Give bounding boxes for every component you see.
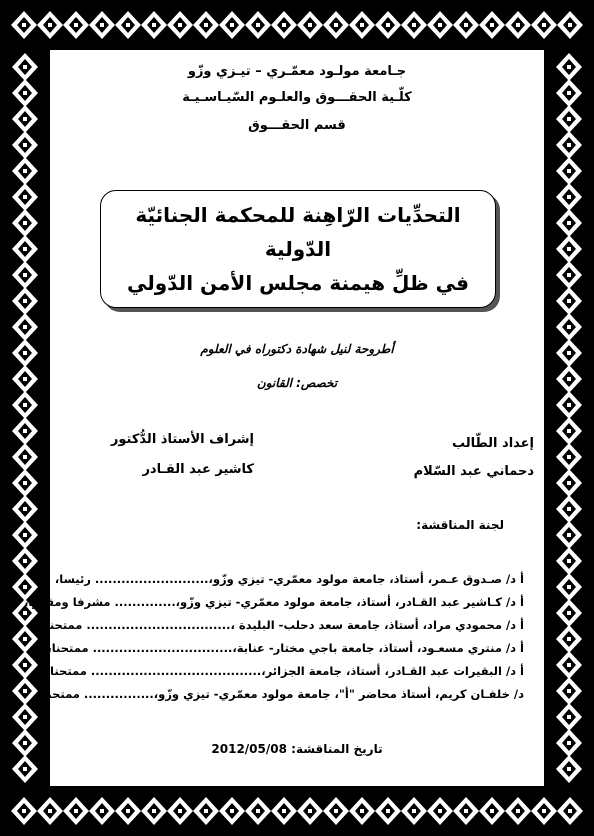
- border-ornament: [167, 797, 193, 825]
- supervision-label: إشراف الأستاذ الدُّكتور: [110, 432, 254, 447]
- committee-member: أ د/ البقيرات عبد القـادر، أستاذ، جامعة الجزائر،....................................... ممتحنا،: [45, 664, 524, 678]
- border-ornament: [556, 391, 582, 419]
- border-ornament: [12, 131, 38, 159]
- border-ornament: [401, 797, 427, 825]
- committee-member: د/ خلفـان كريم، أستاذ محاضر "أ"، جامعة مولود معمّري- تيزي وزّو،................ ممتحنا.: [38, 687, 524, 701]
- border-ornament: [505, 797, 531, 825]
- border-ornament: [11, 797, 37, 825]
- border-pattern: [544, 50, 594, 786]
- committee-member: أ د/ منتري مسعـود، أستاذ، جامعة باجي مختار- عنابة،................................ ممتحنا،: [47, 641, 524, 655]
- border-left: [0, 50, 50, 786]
- defense-date: [50, 742, 544, 756]
- title-box: [100, 190, 496, 308]
- border-ornament: [12, 79, 38, 107]
- border-ornament: [12, 365, 38, 393]
- border-ornament: [12, 235, 38, 263]
- border-ornament: [12, 651, 38, 679]
- defense-date-value: 2012/05/08: [211, 742, 287, 756]
- border-ornament: [297, 11, 323, 39]
- border-ornament: [12, 755, 38, 783]
- border-ornament: [349, 11, 375, 39]
- student-name: دحماني عبد السّلام: [413, 464, 534, 479]
- border-ornament: [12, 417, 38, 445]
- thesis-type: أطروحة لنيل شهادة دكتوراه في العلوم: [200, 342, 394, 356]
- faculty-name: كلّـية الحقـــوق والعلـوم السّيـاسـيـة: [182, 90, 412, 105]
- border-ornament: [556, 547, 582, 575]
- border-ornament: [271, 797, 297, 825]
- border-ornament: [245, 797, 271, 825]
- border-ornament: [556, 625, 582, 653]
- border-ornament: [375, 11, 401, 39]
- border-ornament: [556, 157, 582, 185]
- border-ornament: [556, 599, 582, 627]
- border-ornament: [167, 11, 193, 39]
- border-ornament: [12, 339, 38, 367]
- border-ornament: [375, 797, 401, 825]
- preparation-label: إعداد الطّالب: [451, 436, 534, 451]
- border-ornament: [556, 469, 582, 497]
- thesis-title-line-1: التحدِّيات الرّاهِنة للمحكمة الجنائيّة الدّولية: [135, 203, 461, 261]
- border-pattern: [0, 0, 594, 50]
- border-ornament: [531, 797, 557, 825]
- border-ornament: [63, 797, 89, 825]
- border-ornament: [12, 521, 38, 549]
- border-ornament: [12, 625, 38, 653]
- border-ornament: [427, 11, 453, 39]
- border-bottom: [0, 786, 594, 836]
- border-ornament: [89, 797, 115, 825]
- border-ornament: [505, 11, 531, 39]
- border-ornament: [12, 677, 38, 705]
- border-ornament: [556, 235, 582, 263]
- border-ornament: [531, 11, 557, 39]
- border-ornament: [141, 11, 167, 39]
- border-ornament: [556, 287, 582, 315]
- border-ornament: [556, 703, 582, 731]
- border-ornament: [556, 261, 582, 289]
- border-ornament: [12, 391, 38, 419]
- border-ornament: [12, 261, 38, 289]
- border-ornament: [245, 11, 271, 39]
- border-ornament: [556, 417, 582, 445]
- border-ornament: [37, 797, 63, 825]
- border-ornament: [557, 797, 583, 825]
- border-ornament: [11, 11, 37, 39]
- border-ornament: [115, 797, 141, 825]
- border-top: [0, 0, 594, 50]
- border-ornament: [141, 797, 167, 825]
- defense-date-label: تاريخ المناقشة:: [291, 742, 383, 756]
- border-ornament: [556, 573, 582, 601]
- border-ornament: [556, 209, 582, 237]
- border-ornament: [12, 53, 38, 81]
- border-ornament: [115, 11, 141, 39]
- border-pattern: [0, 50, 50, 786]
- border-ornament: [556, 79, 582, 107]
- border-ornament: [323, 797, 349, 825]
- border-ornament: [12, 469, 38, 497]
- border-ornament: [271, 11, 297, 39]
- border-ornament: [12, 287, 38, 315]
- border-ornament: [193, 11, 219, 39]
- border-ornament: [556, 443, 582, 471]
- border-ornament: [12, 157, 38, 185]
- border-ornament: [12, 313, 38, 341]
- specialty: تخصص: القانون: [256, 376, 338, 390]
- border-ornament: [427, 797, 453, 825]
- supervisor-name: كاشير عبد القـادر: [142, 462, 254, 477]
- border-ornament: [37, 11, 63, 39]
- border-ornament: [219, 11, 245, 39]
- border-ornament: [556, 339, 582, 367]
- border-ornament: [557, 11, 583, 39]
- thesis-title-line-2: في ظلِّ هيمنة مجلس الأمن الدّولي: [126, 271, 470, 295]
- border-pattern: [0, 786, 594, 836]
- border-ornament: [89, 11, 115, 39]
- border-ornament: [556, 729, 582, 757]
- border-ornament: [556, 313, 582, 341]
- committee-member: أ د/ صـدوق عـمر، أستاذ، جامعة مولود معمّري- تيزي وزّو،.......................... رئيسا،: [54, 572, 524, 586]
- border-ornament: [556, 677, 582, 705]
- border-ornament: [12, 703, 38, 731]
- committee-member: أ د/ محمودي مراد، أستاذ، جامعة سعد دحلب- البليدة ،................................. ممتحنا،: [41, 618, 524, 632]
- border-ornament: [556, 183, 582, 211]
- border-ornament: [12, 495, 38, 523]
- border-ornament: [479, 797, 505, 825]
- border-ornament: [556, 755, 582, 783]
- border-ornament: [12, 209, 38, 237]
- border-ornament: [556, 365, 582, 393]
- committee-member: أ د/ كـاشير عبد القـادر، أستاذ، جامعة مولود معمّري- تيزي وزّو،.............. مشرفا ومقرّرا،: [24, 595, 524, 609]
- university-name: جـامعة مولـود معمّـري – تيـزي وزّو: [187, 64, 407, 79]
- border-ornament: [297, 797, 323, 825]
- border-ornament: [12, 183, 38, 211]
- border-ornament: [556, 495, 582, 523]
- border-ornament: [12, 105, 38, 133]
- border-right: [544, 50, 594, 786]
- border-ornament: [453, 11, 479, 39]
- committee-list: [24, 568, 524, 706]
- border-ornament: [63, 11, 89, 39]
- border-ornament: [453, 797, 479, 825]
- border-ornament: [349, 797, 375, 825]
- border-ornament: [193, 797, 219, 825]
- border-ornament: [556, 131, 582, 159]
- border-ornament: [556, 105, 582, 133]
- committee-title: لجنة المناقشة:: [416, 518, 504, 532]
- border-ornament: [556, 651, 582, 679]
- border-ornament: [12, 547, 38, 575]
- border-ornament: [323, 11, 349, 39]
- border-ornament: [556, 521, 582, 549]
- border-ornament: [479, 11, 505, 39]
- border-ornament: [401, 11, 427, 39]
- border-ornament: [12, 729, 38, 757]
- border-ornament: [219, 797, 245, 825]
- department-name: قسم الحقـــوق: [248, 118, 346, 133]
- border-ornament: [556, 53, 582, 81]
- border-ornament: [12, 443, 38, 471]
